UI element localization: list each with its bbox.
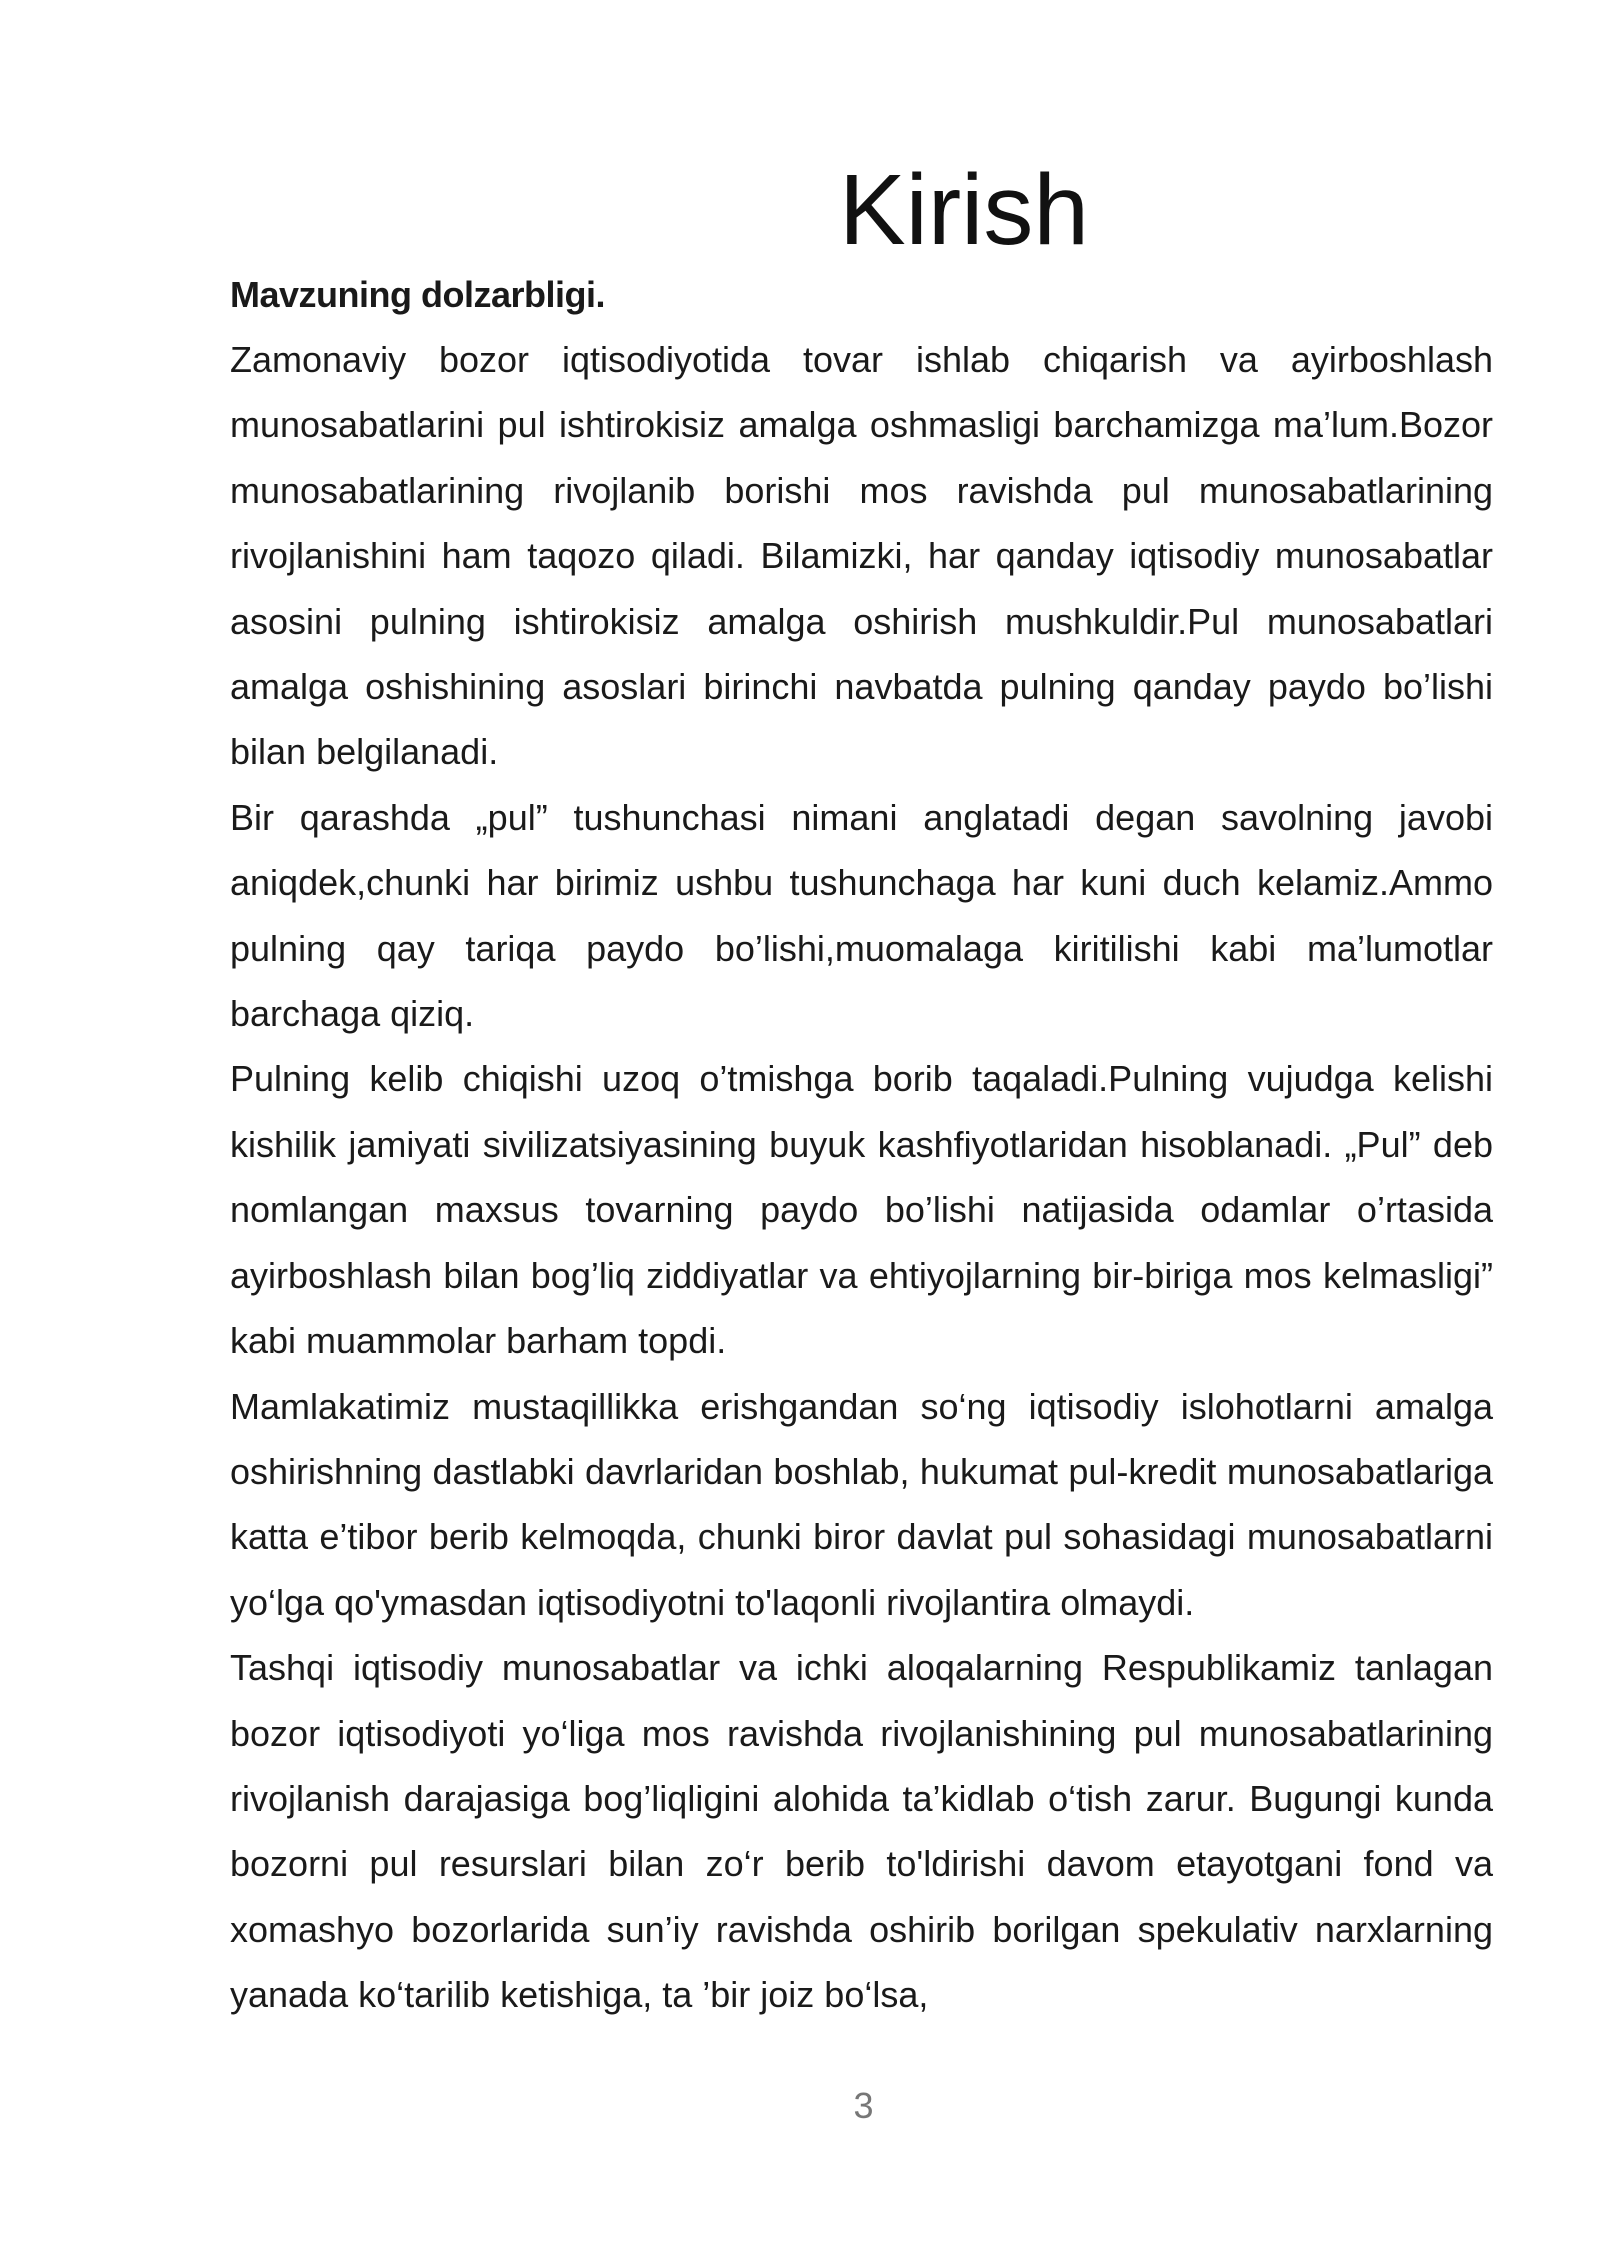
paragraph-4: Mamlakatimiz mustaqillikka erishgandan so‘ng iqtisodiy islohotlarni amalga oshirishning dastlabki davrlaridan boshlab, hukumat pul-kredit munosabatlariga katta e’tibor berib kelmoqda, chunki biror davlat pul sohasidagi munosabatlarni yo‘lga qo'ymasdan iqtisodiyotni to'laqonli rivojlantira olmaydi. [230,1385,1493,1623]
page-number: 3 [853,2085,874,2126]
paragraph-3: Pulning kelib chiqishi uzoq o’tmishga borib taqaladi.Pulning vujudga kelishi kishilik jamiyati sivilizatsiyasining buyuk kashfiyotlaridan hisoblanadi. „Pul” deb nomlangan maxsus tovarning paydo bo’lishi natijasida odamlar o’rtasida ayirboshlash bilan bog’liq ziddiyatlar va ehtiyojlarning bir-biriga mos kelmasligi” kabi muammolar barham topdi. [230,1058,1493,1362]
paragraph-2: Bir qarashda „pul” tushunchasi nimani anglatadi degan savolning javobi aniqdek,chunki har birimiz ushbu tushunchaga har kuni duch kelamiz.Ammo pulning qay tariqa paydo bo’lishi,muomalaga kiritilishi kabi ma’lumotlar barchaga qiziq. [230,796,1493,1035]
paragraph-1: Zamonaviy bozor iqtisodiyotida tovar ishlab chiqarish va ayirboshlash munosabatlarini pul ishtirokisiz amalga oshmasligi barchamizga ma’lum.Bozor munosabatlarining rivojlanib borishi mos ravishda pul munosabatlarining rivojlanishini ham taqozo qiladi. Bilamizki, har qanday iqtisodiy munosabatlar asosini pulning ishtirokisiz amalga oshirish mushkuldir.Pul munosabatlari amalga oshishining asoslari birinchi navbatda pulning qanday paydo bo’lishi bilan belgilanadi. [230,339,1493,773]
paragraph-5: Tashqi iqtisodiy munosabatlar va ichki aloqalarning Respublikamiz tanlagan bozor iqtisodiyoti yo‘liga mos ravishda rivojlanishining pul munosabatlarining rivojlanish darajasiga bog’liqligini alohida ta’kidlab o‘tish zarur. Bugungi kunda bozorni pul resurslari bilan zo‘r berib to'ldirishi davom etayotgani fond va xomashyo bozorlarida sun’iy ravishda oshirib borilgan spekulativ narxlarning yanada ko‘tarilib ketishiga, ta ’bir joiz bo‘lsa, [230,1647,1493,2016]
page-title: Kirish [838,154,1090,266]
document-page [230,150,1493,2028]
section-heading: Mavzuning dolzarbligi. [230,274,605,315]
